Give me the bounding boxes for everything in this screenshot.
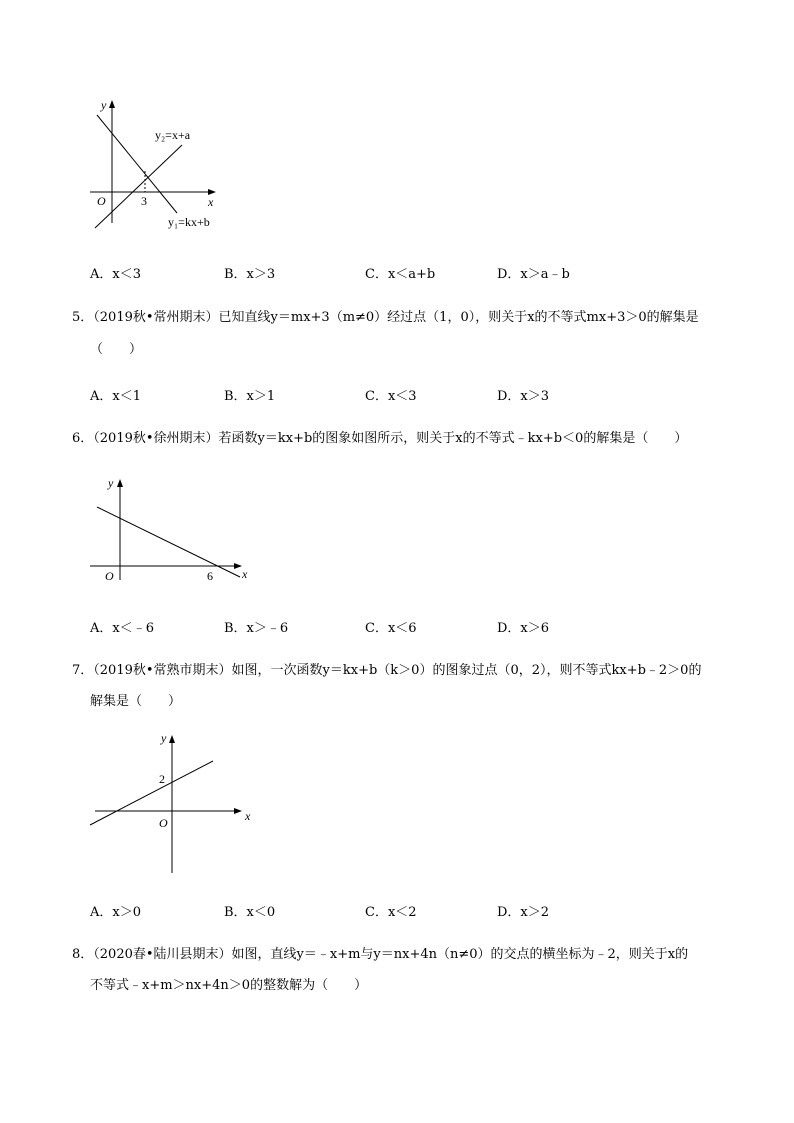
q7-x-arrow [234,808,242,814]
q8-stem-line2: 不等式﹣x+m＞nx+4n＞0的整数解为（ ） [90,978,368,993]
q4-line-y2-label: y₂=x+a [155,128,191,142]
q4-line-y1-label: y₁=kx+b [168,215,210,229]
q6-option-a[interactable]: A．x＜﹣6 [90,621,154,636]
q7-option-d[interactable]: D．x＞2 [497,905,550,920]
q7-option-c[interactable]: C．x＜2 [365,905,417,920]
q7-option-b[interactable]: B．x＜0 [224,905,276,920]
q7-origin-label: O [159,816,168,830]
q5-option-b[interactable]: B．x＞1 [224,389,276,404]
q8-stem-line1: 8．（2020春•陆川县期末）如图，直线y＝﹣x+m与y＝nx+4n（n≠0）的交点的横坐标为﹣2，则关于x的 [72,947,689,962]
q5-option-a[interactable]: A．x＜1 [90,389,141,404]
q5-option-d[interactable]: D．x＞3 [497,389,550,404]
q4-figure [85,95,235,235]
q6-origin-label: O [105,569,114,583]
q5-stem-line2: （ ） [90,342,143,357]
q5-option-c[interactable]: C．x＜3 [365,389,417,404]
q7-stem-line1: 7．（2019秋•常熟市期末）如图，一次函数y＝kx+b（k＞0）的图象过点（0，2），则不等式kx+b﹣2＞0的 [72,663,702,678]
q5-stem-line1: 5．（2019秋•常州期末）已知直线y＝mx+3（m≠0）经过点（1，0），则关于x的不等式mx+3＞0的解集是 [72,310,699,325]
q4-option-a[interactable]: A．x＜3 [90,267,141,282]
q6-option-b[interactable]: B．x＞﹣6 [224,621,289,636]
q7-tick-label: 2 [159,772,165,786]
q6-stem-line1: 6．（2019秋•徐州期末）若函数y＝kx+b的图象如图所示，则关于x的不等式﹣kx+b＜0的解集是（ ） [72,431,688,446]
q4-origin-label: O [97,194,106,208]
q6-y-arrow [117,479,123,487]
q7-y-arrow [169,735,175,743]
q7-y-label: y [161,731,167,745]
q4-y-label: y [101,98,107,112]
q4-option-d[interactable]: D．x＞a﹣b [497,267,570,282]
q6-tick-label: 6 [207,569,213,583]
q6-x-arrow [234,563,242,569]
q7-line [90,761,213,825]
q4-option-c[interactable]: C．x＜a+b [365,267,436,282]
q7-stem-line2: 解集是（ ） [90,694,182,709]
q6-figure [85,470,260,590]
q6-option-d[interactable]: D．x＞6 [497,621,550,636]
q7-figure [85,728,265,878]
q4-tick-label: 3 [141,194,147,208]
q6-option-c[interactable]: C．x＜6 [365,621,417,636]
q6-x-label: x [242,567,248,581]
q7-option-a[interactable]: A．x＞0 [90,905,141,920]
q6-y-label: y [108,476,114,490]
q4-option-b[interactable]: B．x＞3 [224,267,276,282]
q4-x-label: x [208,195,214,209]
q4-y-arrow [109,100,115,108]
q7-x-label: x [245,809,251,823]
